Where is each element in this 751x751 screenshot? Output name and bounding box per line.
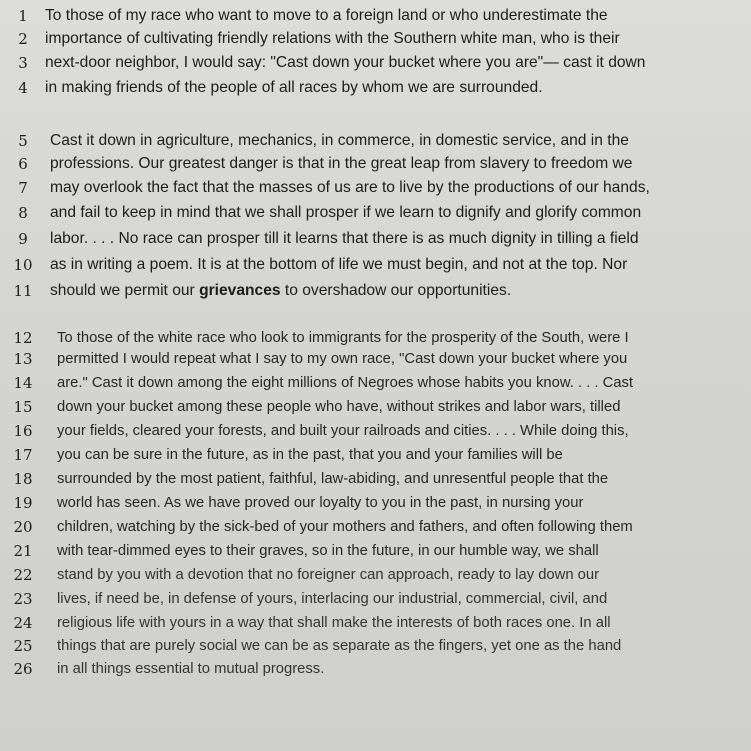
line-number: 3 <box>18 54 28 72</box>
line-text: lives, if need be, in defense of yours, interlacing our industrial, commercial, civil, and <box>57 591 608 607</box>
line-text: next-door neighbor, I would say: "Cast down your bucket where you are"— cast it down <box>45 54 646 71</box>
line-text: children, watching by the sick-bed of your mothers and fathers, and often following them <box>57 519 633 535</box>
line-number: 24 <box>13 614 33 632</box>
line-text: in making friends of the people of all races by whom we are surrounded. <box>45 79 543 96</box>
line-text: and fail to keep in mind that we shall prosper if we learn to dignify and glorify common <box>50 204 642 221</box>
line-number: 13 <box>13 350 33 368</box>
line-text: Cast it down in agriculture, mechanics, in commerce, in domestic service, and in the <box>50 132 629 149</box>
line-number: 12 <box>13 329 33 347</box>
line-text: professions. Our greatest danger is that in the great leap from slavery to freedom we <box>50 155 633 172</box>
line-text: To those of the white race who look to immigrants for the prosperity of the South, were I <box>57 330 629 346</box>
line-number: 1 <box>18 7 28 25</box>
line-text: down your bucket among these people who have, without strikes and labor wars, tilled <box>57 399 621 415</box>
line-text: surrounded by the most patient, faithful, law-abiding, and unresentful people that the <box>57 471 609 487</box>
line-text: world has seen. As we have proved our loyalty to you in the past, in nursing your <box>57 495 584 511</box>
line-number: 16 <box>13 422 33 440</box>
line-text: you can be sure in the future, as in the past, that you and your families will be <box>57 447 563 463</box>
line-text: To those of my race who want to move to a foreign land or who underestimate the <box>45 7 608 24</box>
line-number: 17 <box>13 446 33 464</box>
line-number: 25 <box>13 637 33 655</box>
line-text: stand by you with a devotion that no foreigner can approach, ready to lay down our <box>57 567 600 583</box>
line-number: 23 <box>13 590 33 608</box>
line-number: 26 <box>13 660 33 678</box>
line-number: 5 <box>18 132 28 150</box>
line-text: your fields, cleared your forests, and built your railroads and cities. . . . While doing this, <box>57 423 629 439</box>
line-number: 21 <box>13 542 33 560</box>
line-number: 19 <box>13 494 33 512</box>
line-text: as in writing a poem. It is at the bottom of life we must begin, and not at the top. Nor <box>50 256 628 273</box>
line-number: 18 <box>13 470 33 488</box>
line-text-after: to overshadow our opportunities. <box>280 282 512 299</box>
line-number: 4 <box>18 79 28 97</box>
line-text: importance of cultivating friendly relations with the Southern white man, who is their <box>45 30 620 47</box>
line-number: 9 <box>18 230 28 248</box>
line-number: 8 <box>18 204 28 222</box>
line-text: may overlook the fact that the masses of us are to live by the productions of our hands, <box>50 179 650 196</box>
line-text: in all things essential to mutual progress. <box>57 661 325 677</box>
line-text: religious life with yours in a way that shall make the interests of both races one. In all <box>57 615 611 631</box>
line-number: 20 <box>13 518 33 536</box>
line-number: 7 <box>18 179 28 197</box>
line-number: 6 <box>18 155 28 173</box>
line-number: 14 <box>13 374 33 392</box>
line-number: 11 <box>13 282 33 300</box>
line-number: 15 <box>13 398 33 416</box>
line-text: permitted I would repeat what I say to my own race, "Cast down your bucket where you <box>57 351 628 367</box>
line-text: are." Cast it down among the eight millions of Negroes whose habits you know. . . . Cast <box>57 375 634 391</box>
line-text: with tear-dimmed eyes to their graves, so in the future, in our humble way, we shall <box>57 543 599 559</box>
line-text <box>50 281 511 301</box>
line-text-before: should we permit our <box>50 282 200 299</box>
line-text: labor. . . . No race can prosper till it learns that there is as much dignity in tilling a field <box>50 230 639 247</box>
line-number: 2 <box>18 30 28 48</box>
line-number: 22 <box>13 566 33 584</box>
line-text: things that are purely social we can be as separate as the fingers, yet one as the hand <box>57 638 622 654</box>
line-number: 10 <box>13 256 33 274</box>
emphasized-word: grievances <box>199 282 281 299</box>
